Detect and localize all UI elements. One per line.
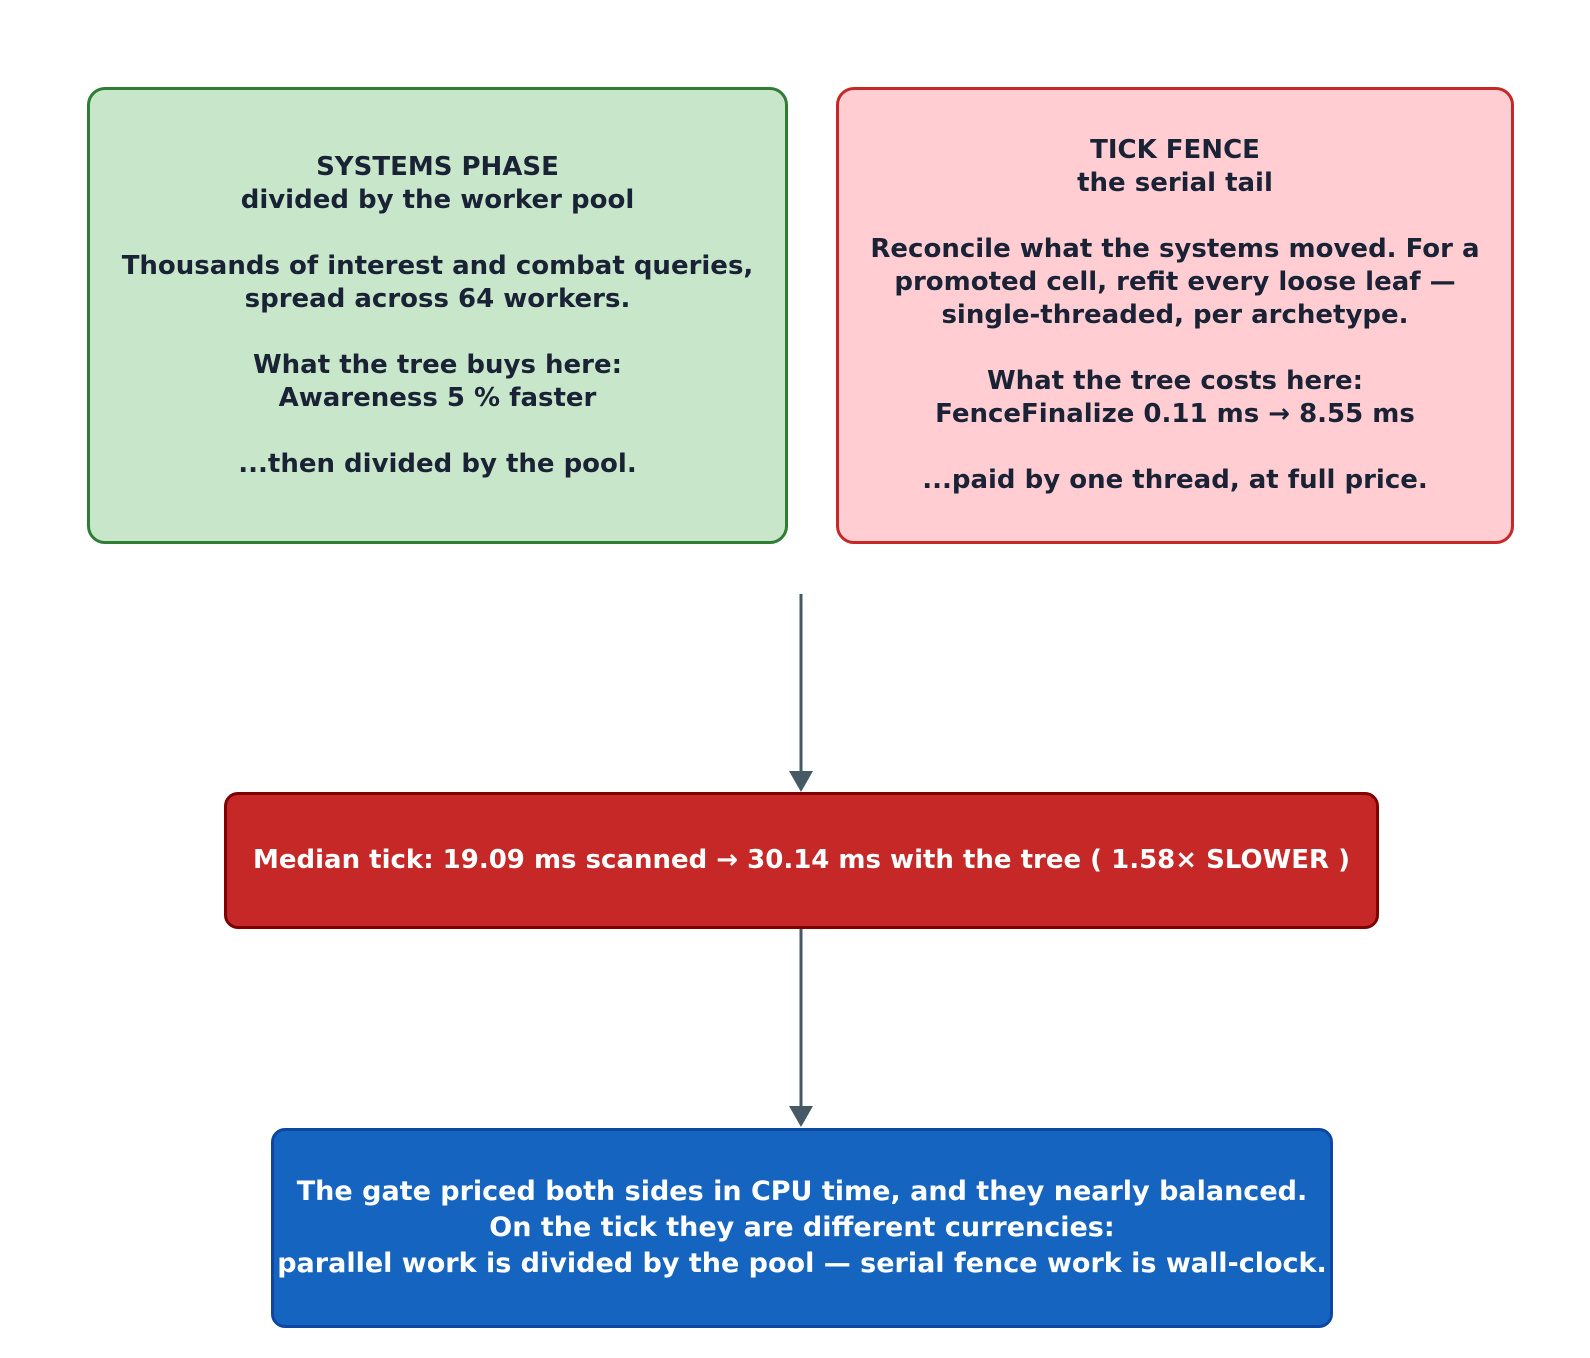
tick-fence-body-line: promoted cell, refit every loose leaf — [894,267,1456,297]
tick-fence-footer: ...paid by one thread, at full price. [922,465,1428,495]
conclusion-line: On the tick they are different currencies: [489,1212,1115,1243]
median-tick-text: Median tick: 19.09 ms scanned → 30.14 ms with the tree ( 1.58× SLOWER ) [253,845,1350,875]
systems-phase-footer: ...then divided by the pool. [238,448,637,479]
arrow-to-median [789,594,813,792]
systems-phase-benefit-line: What the tree buys here: [252,349,622,380]
median-tick-box [224,792,1379,929]
systems-phase-subtitle: divided by the worker pool [240,184,635,215]
conclusion-box [271,1128,1333,1328]
conclusion-line: The gate priced both sides in CPU time, and they nearly balanced. [296,1176,1308,1207]
systems-phase-title: SYSTEMS PHASE [316,151,559,182]
systems-phase-body-line: Thousands of interest and combat queries, [121,250,754,281]
conclusion-line: parallel work is divided by the pool — serial fence work is wall-clock. [277,1248,1327,1279]
arrow-to-conclusion [789,929,813,1127]
systems-phase-body-line: spread across 64 workers. [244,283,631,314]
tick-fence-title: TICK FENCE [1090,135,1260,165]
tick-fence-body-line: single-threaded, per archetype. [941,300,1409,330]
tick-fence-cost-line: What the tree costs here: [986,366,1364,396]
tick-fence-cost-line: FenceFinalize 0.11 ms → 8.55 ms [935,399,1415,429]
tick-fence-subtitle: the serial tail [1077,168,1273,198]
systems-phase-benefit-line: Awareness 5 % faster [278,382,597,413]
tick-fence-body-line: Reconcile what the systems moved. For a [870,234,1480,264]
